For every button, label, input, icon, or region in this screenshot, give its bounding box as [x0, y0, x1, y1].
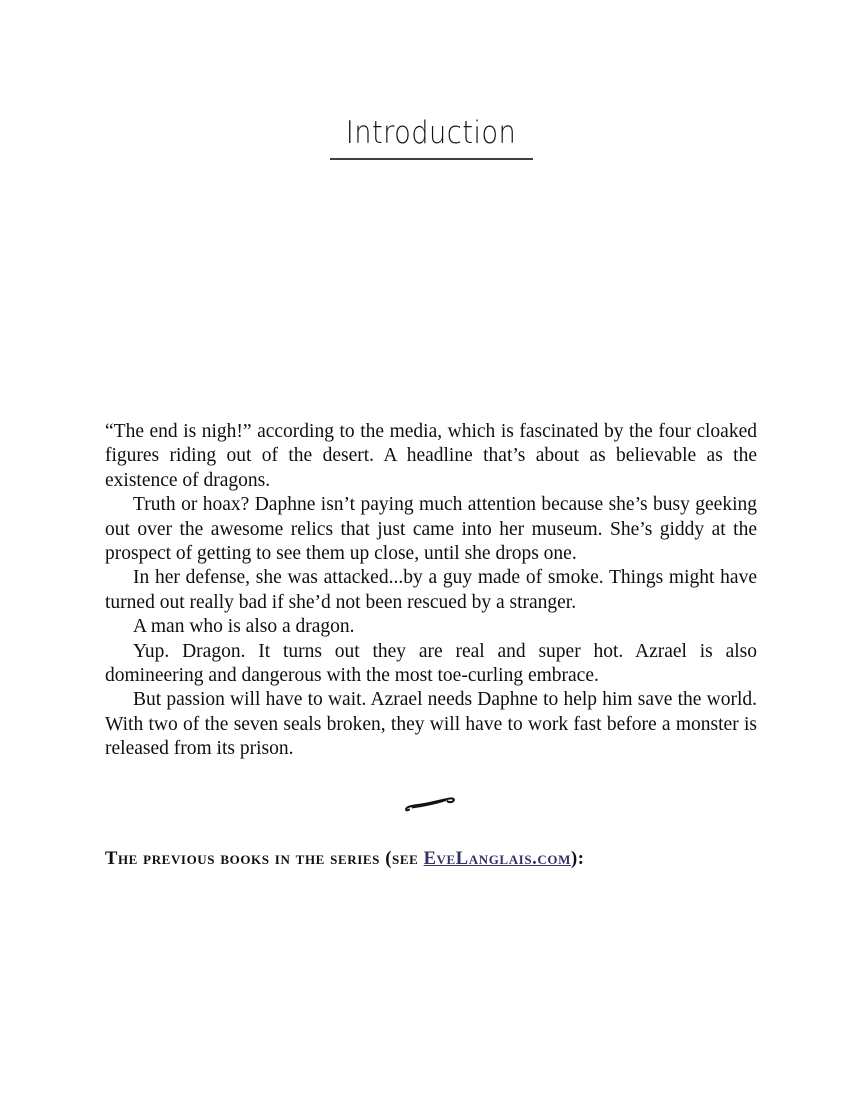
scene-divider	[0, 796, 862, 819]
series-note	[105, 849, 757, 870]
body-paragraph: But passion will have to wait. Azrael needs Daphne to help him save the world. With two of the seven seals broken, they will have to work fast before a monster is released from its prison.	[105, 689, 757, 760]
series-note-prefix: The previous books in the series (see	[105, 849, 424, 869]
swash-tilde-ornament-icon	[404, 796, 458, 814]
body-paragraph: In her defense, she was attacked...by a guy made of smoke. Things might have turned out really bad if she’d not been rescued by a stranger.	[105, 567, 757, 613]
body-paragraph: Yup. Dragon. It turns out they are real and super hot. Azrael is also domineering and dangerous with the most toe-curling embrace.	[105, 640, 757, 687]
title-underline-rule	[330, 158, 533, 160]
chapter-body	[105, 420, 757, 762]
body-paragraph: A man who is also a dragon.	[133, 616, 355, 638]
chapter-header	[0, 116, 862, 160]
body-paragraph: Truth or hoax? Daphne isn’t paying much attention because she’s busy geeking out over the awesome relics that just came into her museum. She’s giddy at the prospect of getting to see them up close, until she drops one.	[105, 494, 757, 565]
chapter-title: Introduction	[345, 115, 517, 151]
body-paragraph: “The end is nigh!” according to the media, which is fascinated by the four cloaked figures riding out of the desert. A headline that’s about as believable as the existence of dragons.	[105, 421, 757, 491]
author-website-link[interactable]: EveLanglais.com	[423, 849, 571, 869]
series-note-suffix: ):	[570, 849, 585, 869]
